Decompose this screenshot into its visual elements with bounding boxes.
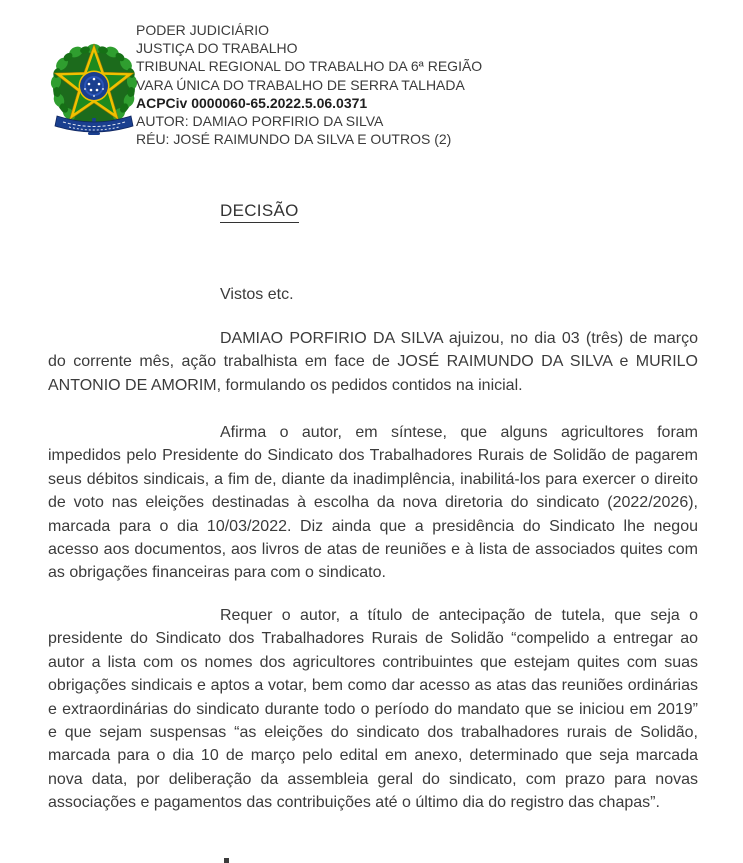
org-line-3: TRIBUNAL REGIONAL DO TRABALHO DA 6ª REGIÃO <box>136 58 483 75</box>
salutation: Vistos etc. <box>220 286 294 303</box>
org-line-1: PODER JUDICIÁRIO <box>136 22 270 38</box>
cutoff-text-fragment <box>224 858 229 863</box>
document-title-text: DECISÃO <box>220 201 299 223</box>
case-number: ACPCiv 0000060-65.2022.5.06.0371 <box>136 94 368 111</box>
paragraph-request: Requer o autor, a título de antecipação de tutela, que seja o presidente do Sindicato dos Trabalhadores Rurais de Solidão “compelido a entregar ao autor a lista com os nomes dos agricultores contribuintes que estejam quites com suas obrigações sindicais e aptos a votar, bem como dar acesso as atas das reuniões ordinárias e extraordinárias do sindicato durante todo o período do mandato que se iniciou em 2019” e que sejam suspensas “as eleições do sindicato dos trabalhadores rurais de Solidão, marcada para o dia 10 de março pelo edital em anexo, determinado que seja marcada nova data, por deliberação da assembleia geral do sindicato, com prazo para novas associações e pagamentos das contribuições até o último dia do registro das chapas”. <box>48 607 698 812</box>
paragraph-filing: DAMIAO PORFIRIO DA SILVA ajuizou, no dia 03 (três) de março do corrente mês, ação trabalhista em face de JOSÉ RAIMUNDO DA SILVA e MURILO ANTONIO DE AMORIM, formulando os pedidos contidos na inicial. <box>48 330 698 394</box>
defendant-line: RÉU: JOSÉ RAIMUNDO DA SILVA E OUTROS (2) <box>136 131 452 148</box>
org-line-2: JUSTIÇA DO TRABALHO <box>136 40 298 57</box>
case-caption <box>136 21 482 148</box>
org-line-4: VARA ÚNICA DO TRABALHO DE SERRA TALHADA <box>136 76 465 93</box>
paragraph-allegations: Afirma o autor, em síntese, que alguns agricultores foram impedidos pelo Presidente do Sindicato dos Trabalhadores Rurais de Solidão de pagarem seus débitos sindicais, a fim de, diante da inadimplência, inabilitá-los para exercer o direito de voto nas eleições destinadas à escolha da nova diretoria do sindicato (2022/2026), marcada para o dia 10/03/2022. Diz ainda que a presidência do Sindicato lhe negou acesso aos documentos, aos livros de atas de reuniões e à lista de associados quites com as obrigações financeiras para com o sindicato. <box>48 424 698 582</box>
author-line: AUTOR: DAMIAO PORFIRIO DA SILVA <box>136 113 384 130</box>
document-title <box>220 199 299 222</box>
brazil-coat-of-arms-icon <box>49 40 139 140</box>
